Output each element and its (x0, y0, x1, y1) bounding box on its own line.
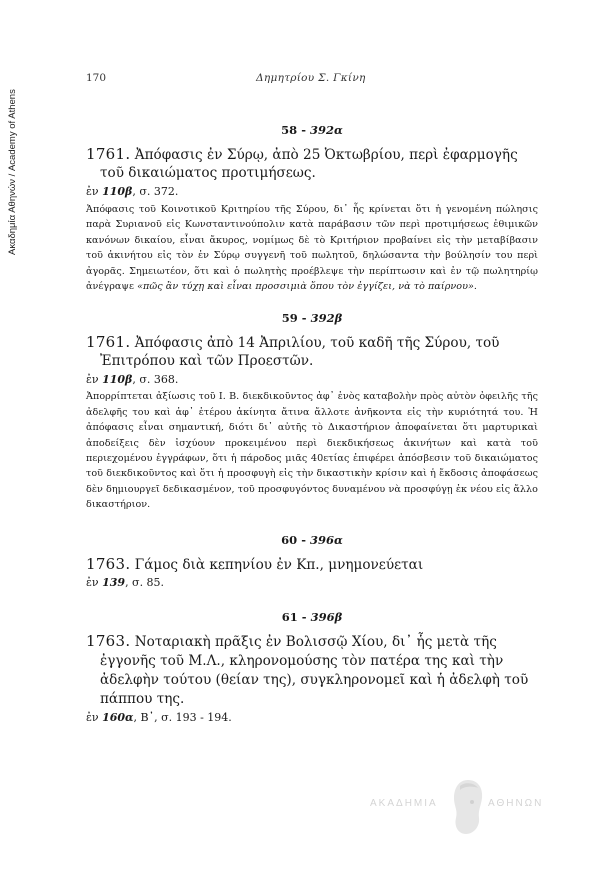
section-number: 61 (281, 609, 298, 624)
summary-text: Ἀπόφασις τοῦ Κοινοτικοῦ Κριτηρίου τῆς Σύρου, δι᾽ ἧς κρίνεται ὅτι ἡ γενομένη πώλησις παρὰ Συριανοῦ εἰς Κωνσταντινούπολιν κατὰ παράβασιν τῶν περὶ προτιμήσεως ἐθιμικῶν κανόνων δικαίου, εἶναι ἄκυρος, νομίμως δὲ τὸ Κριτήριον προβαίνει εἰς τὴν μεταβίβασιν τοῦ ἀκινήτου εἰς τὸν ἐν Σύρῳ συγγενῆ τοῦ πωλητοῦ, δηλώσαντα τὴν βούλησίν του περὶ ἀγορᾶς. Σημειωτέον, ὅτι καὶ ὁ πωλητὴς προέβλεψε τὴν περίπτωσιν καὶ ἐν τῷ πωλητηρίῳ ἀνέγραψε (86, 204, 538, 293)
citation-page: , σ. 85. (125, 575, 165, 589)
citation-volume: 160α (102, 710, 134, 724)
citation (86, 184, 538, 199)
entry-title-text: Ἀπόφασις ἀπὸ 14 Ἀπριλίου, τοῦ καδῆ τῆς Σύρου, τοῦ Ἐπιτρόπου καὶ τῶν Προεστῶν. (100, 335, 500, 370)
watermark-text-right: ΑΘΗΝΩΝ (488, 798, 544, 809)
entry-title (86, 632, 538, 709)
section-number: 59 (281, 311, 298, 326)
entry (86, 311, 538, 512)
section-heading: 61 - 396β (281, 609, 343, 624)
citation-page: , σ. 368. (132, 373, 179, 387)
section-heading: 60 - 396α (281, 532, 343, 547)
citation-volume: 110β (102, 373, 133, 387)
section-ref: 392β (310, 311, 343, 326)
entry-title-text: Γάμος διὰ κεπηνίου ἐν Κπ., μνημονεύεται (134, 556, 424, 573)
citation-volume: 139 (102, 575, 126, 589)
side-caption: Ακαδημία Αθηνών / Academy of Athens (7, 89, 18, 256)
summary-text: Ἀπορρίπτεται ἀξίωσις τοῦ Ι. Β. διεκδικοῦντος ἀφ᾽ ἑνὸς καταβολὴν πρὸς αὐτὸν ὀφειλῆς τῆς ἀδελφῆς του καὶ ἀφ᾽ ἑτέρου ἀκίνητα ἄτινα ἄλλοτε ἀνῆκοντα εἰς τὴν κυριότητά του. Ἡ ἀπόφασις εἶναι σημαντική, διότι δι᾽ αὐτῆς τὸ Δικαστήριον ἀποφαίνεται ὅτι μαρτυρικαὶ ἀποδείξεις δὲν ἰσχύουν προκειμένου περὶ διεκδικήσεως ἀκινήτων καὶ κατὰ τοῦ περιεχομένου ἐγγράφων, ὅτι ἡ πάροδος μιᾶς 40ετίας ἐπιφέρει ἀπόσβεσιν τοῦ δικαιώματος τοῦ διεκδικοῦντος καὶ ὅτι ἡ προσφυγὴ εἰς τὴν δικαστικὴν κρίσιν καὶ ἡ ἔκδοσις ἀποφάσεως δὲν δημιουργεῖ δεδικασμένον, τοῦ προσφυγόντος δυναμένου νὰ προσφύγῃ ἐκ νέου εἰς ἄλλο δικαστήριον. (86, 391, 538, 511)
citation-page: , Β᾽, σ. 193 - 194. (133, 710, 232, 724)
entry-year: 1763. (86, 554, 131, 573)
section-heading: 59 - 392β (281, 311, 343, 326)
athena-head-icon (448, 776, 488, 838)
section-number: 58 (281, 123, 298, 137)
summary-quote: «πῶς ἂν τύχῃ καὶ εἶναι προσσιμιὰ ὅπου τὸν ἐγγίζει, νὰ τὸ παίρνου». (137, 281, 478, 293)
citation-volume: 110β (102, 185, 133, 198)
citation-prefix: ἐν (86, 710, 99, 724)
section-ref: 396β (310, 609, 343, 624)
citation (86, 372, 538, 387)
entry (86, 123, 538, 294)
citation-prefix: ἐν (86, 575, 99, 589)
entry-summary (86, 389, 538, 512)
entry-year: 1761. (86, 145, 131, 163)
entry-title-text: Νοταριακὴ πρᾶξις ἐν Βολισσῷ Χίου, δι᾽ ἧς μετὰ τῆς ἐγγονῆς τοῦ Μ.Λ., κληρονομούσης τὸν πατέρα της καὶ τὴν ἀδελφὴν τούτου (θείαν της), συγκληρονομεῖ καὶ ἡ ἀδελφὴ τοῦ πάππου της. (100, 633, 529, 707)
citation-prefix: ἐν (86, 185, 99, 198)
entry-title (86, 145, 538, 182)
entry-title (86, 333, 538, 370)
section-ref: 396α (309, 532, 343, 547)
section-number: 60 (281, 532, 298, 547)
entry-year: 1763. (86, 631, 131, 650)
document-page (86, 72, 538, 725)
section-heading: 58 - 392α (281, 123, 343, 137)
watermark-text-left: ΑΚΑΔΗΜΙΑ (370, 798, 438, 809)
entry (86, 610, 538, 725)
page-number: 170 (86, 72, 107, 84)
entry-title-text: Ἀπόφασις ἐν Σύρῳ, ἀπὸ 25 Ὀκτωβρίου, περὶ ἐφαρμογῆς τοῦ δικαιώματος προτιμήσεως. (100, 147, 518, 181)
entry-title (86, 555, 538, 574)
entry-summary (86, 202, 538, 294)
running-head (86, 72, 538, 90)
citation (86, 710, 538, 725)
entry-year: 1761. (86, 333, 131, 352)
entry (86, 533, 538, 590)
header-title: Δημητρίου Σ. Γκίνη (256, 72, 366, 84)
academy-watermark (370, 776, 600, 846)
citation-page: , σ. 372. (132, 185, 179, 198)
section-ref: 392α (309, 123, 343, 137)
citation-prefix: ἐν (86, 373, 99, 387)
citation (86, 575, 538, 590)
